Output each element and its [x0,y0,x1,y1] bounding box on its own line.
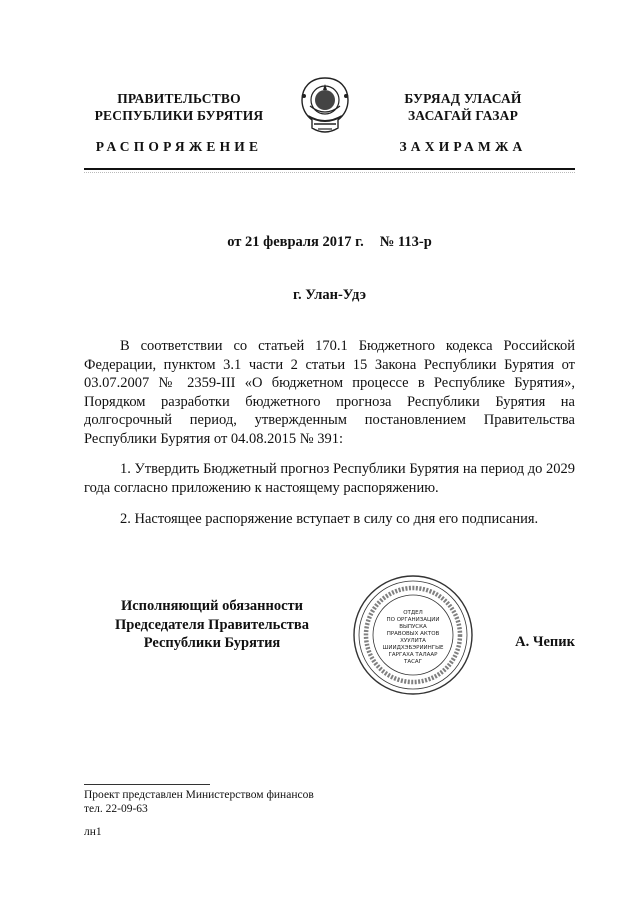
signatory-line-2: Председателя Правительства [115,616,309,633]
doc-type-ru: РАСПОРЯЖЕНИЕ [95,139,263,154]
signatory-line-1: Исполняющий обязанности [120,598,304,614]
official-round-stamp-icon [350,574,476,696]
svg-text:ГАРГАХА ТАЛААР: ГАРГАХА ТАЛААР [388,652,438,658]
document-city: г. Улан-Удэ [293,287,366,303]
order-item-2: 2. Настоящее распоряжение вступает в силу со дня его подписания. [120,511,539,527]
svg-text:ШИИДХЭБЭРИИНГЫЕ: ШИИДХЭБЭРИИНГЫЕ [382,645,444,651]
footer-prepared-by: Проект представлен Министерством финансов [84,789,314,801]
government-subtitle: РЕСПУБЛИКИ БУРЯТИЯ [94,108,264,123]
footer-phone: тел. 22-09-63 [84,803,148,815]
footer-code: лн1 [84,826,102,838]
government-title-bur: БУРЯАД УЛАСАЙ [404,91,522,106]
doc-type-bur: ЗАХИРАМЖА [399,139,527,154]
republic-of-buryatia-coat-of-arms-icon [298,76,352,138]
header-divider [84,168,575,170]
svg-text:ПРАВОВЫХ АКТОВ: ПРАВОВЫХ АКТОВ [386,631,440,637]
footer-note [84,788,314,816]
svg-text:ТАСАГ: ТАСАГ [403,659,423,665]
signatory-name: А. Чепик [515,634,575,650]
header-divider-dotted [84,172,575,173]
document-date: от 21 февраля 2017 г. [227,234,364,250]
footer-divider [84,784,210,785]
header-right [368,90,558,155]
svg-text:ОТДЕЛ: ОТДЕЛ [403,610,423,616]
header-left [84,90,274,155]
svg-text:ПО ОРГАНИЗАЦИИ: ПО ОРГАНИЗАЦИИ [386,617,440,623]
signatory-title [92,597,332,653]
document-number: № 113-р [379,234,432,250]
order-item-1: 1. Утвердить Бюджетный прогноз Республики Бурятия на период до 2029 года согласно приложению к настоящему распоряжению. [84,461,575,496]
signatory-line-3: Республики Бурятия [143,635,281,652]
government-subtitle-bur: ЗАСАГАЙ ГАЗАР [407,108,519,123]
preamble-paragraph: В соответствии со статьей 170.1 Бюджетного кодекса Российской Федерации, пунктом 3.1 части 2 статьи 15 Закона Республики Бурятия от 03.07.2007 № 2359-III «О бюджетном процессе в Республике Бурятия», Порядком разработки бюджетного прогноза Республики Бурятия на долгосрочный период, утвержденным постановлением Правительства Республики Бурятия от 04.08.2015 № 391: [84,338,575,447]
svg-text:ВЫПУСКА: ВЫПУСКА [399,624,427,630]
svg-text:ХУУЛИТА: ХУУЛИТА [400,638,426,644]
document-date-line [84,234,575,251]
government-title: ПРАВИТЕЛЬСТВО [117,91,241,106]
